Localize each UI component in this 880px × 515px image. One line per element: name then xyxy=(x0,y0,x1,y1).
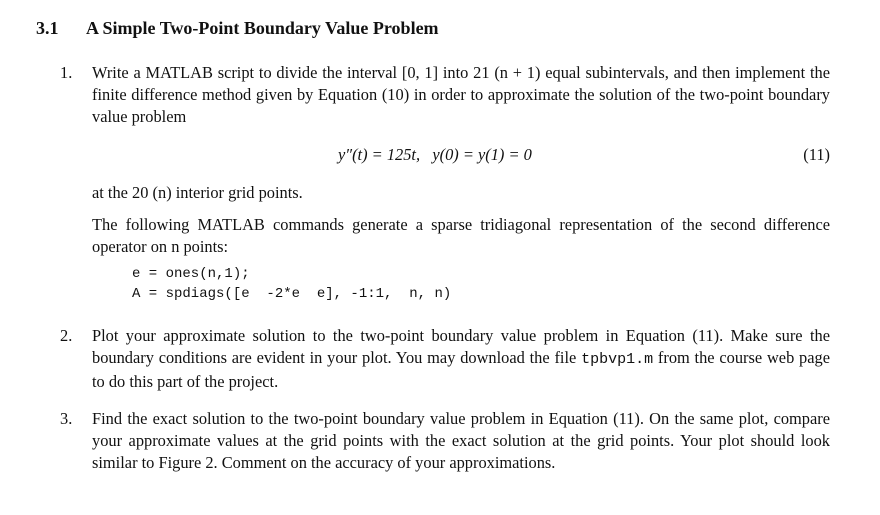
section-title: A Simple Two-Point Boundary Value Problem xyxy=(86,18,439,38)
equation-11 xyxy=(92,142,830,170)
item-1-after-equation: at the 20 (n) interior grid points. xyxy=(92,183,303,202)
item-2-text-after: from the course web page to do this part of the project. xyxy=(92,348,830,391)
item-marker: 2. xyxy=(60,326,73,345)
item-marker: 1. xyxy=(60,63,73,82)
item-2-text xyxy=(92,325,830,393)
list-item-3 xyxy=(60,408,830,474)
file-name: tpbvp1.m xyxy=(581,351,654,368)
item-1-intro: Write a MATLAB script to divide the interval [0, 1] into 21 (n + 1) equal subintervals, and then implement the finite difference method given by Equation (10) in order to approximate the solution of the two-point boundary value problem xyxy=(92,63,830,126)
equation-expression: y″(t) = 125t, y(0) = y(1) = 0 xyxy=(338,145,532,164)
equation-tag: (11) xyxy=(803,145,830,164)
list-item-1 xyxy=(60,62,830,304)
item-2-text-before: Plot your approximate solution to the two-point boundary value problem in Equation (11). Make sure the boundary conditions are evident in your plot. You may download the file xyxy=(92,326,830,367)
code-line: A = spdiags([e -2*e e], -1:1, n, n) xyxy=(132,286,452,302)
code-line: e = ones(n,1); xyxy=(132,266,250,282)
list-item-2 xyxy=(60,325,830,393)
section-heading xyxy=(36,18,439,39)
item-3-text: Find the exact solution to the two-point boundary value problem in Equation (11). On the same plot, compare your approximate values at the grid points with the exact solution at the grid points. Your plot should look similar to Figure 2. Comment on the accuracy of your approximations. xyxy=(92,409,830,472)
item-1-matlab-note: The following MATLAB commands generate a sparse tridiagonal representation of the second difference operator on n points: xyxy=(92,215,830,256)
section-number: 3.1 xyxy=(36,18,59,38)
item-marker: 3. xyxy=(60,409,73,428)
matlab-code-block xyxy=(132,264,830,304)
